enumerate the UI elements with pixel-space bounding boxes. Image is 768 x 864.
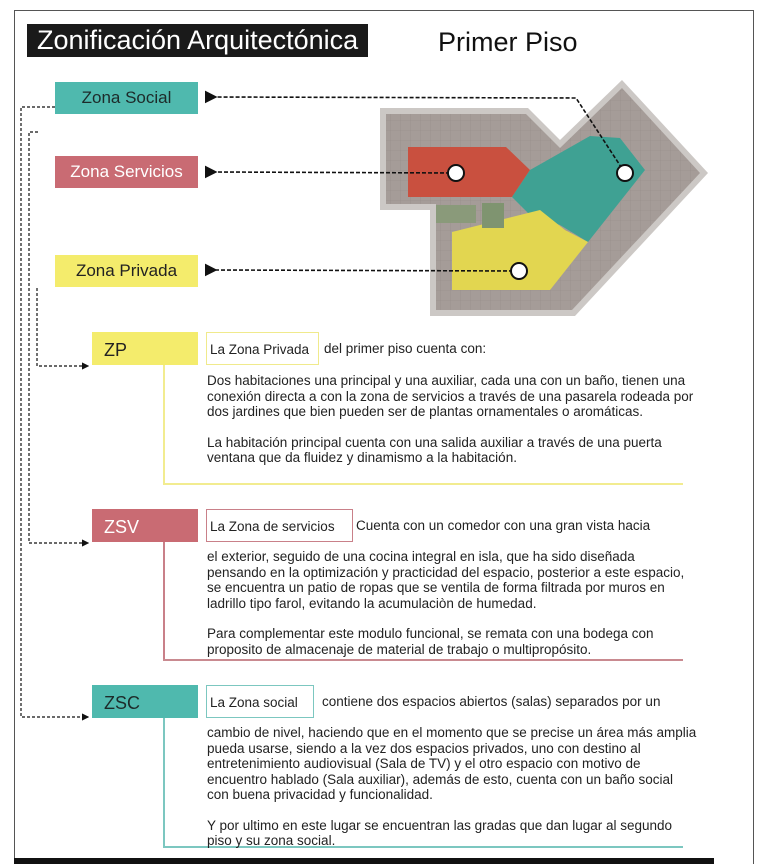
- garden-1: [436, 205, 476, 223]
- zp-paragraph-1: Dos habitaciones una principal y una auxiliar, cada una con un baño, tienen una conexión directa a con la zona de servicios a través de una pasarela rodeada por dos jardines que bien pueden ser de plantas ornamentales o aromáticas.: [207, 373, 694, 419]
- connector-social: [21, 107, 88, 717]
- zona-privada-label: Zona Privada: [55, 255, 198, 287]
- bottom-bar: [14, 858, 714, 864]
- zsv-vline: [163, 542, 165, 660]
- connector-servicios: [29, 132, 88, 543]
- zp-code: ZP: [92, 332, 198, 365]
- floorplan: [380, 80, 708, 316]
- connector-privada: [37, 288, 88, 366]
- arrow-privada: [216, 270, 519, 271]
- zone-servicios-area: [408, 147, 530, 197]
- zsv-paragraph-1: el exterior, seguido de una cocina integral en isla, que ha sido diseñada pensando en la optimización y practicidad del espacio, posterior a este espacio, se encuentra un patio de ropas que se ventila de forma filtrada por muros en ladrillo tipo farol, evitando la acumulaciòn de humedad.: [207, 549, 685, 611]
- zp-title: La Zona Privada: [206, 332, 319, 365]
- zsc-title: La Zona social: [206, 685, 314, 718]
- privada-marker: [511, 263, 527, 279]
- zsc-paragraph-2: Y por ultimo en este lugar se encuentran las gradas que dan lugar al segundo piso y su zona social.: [207, 817, 673, 848]
- zsc-vline: [163, 718, 165, 848]
- zp-intro: del primer piso cuenta con:: [324, 341, 487, 356]
- zona-servicios-label: Zona Servicios: [55, 156, 198, 188]
- page-subtitle: Primer Piso: [438, 27, 578, 57]
- zsv-body: [207, 549, 697, 672]
- zp-body: [207, 373, 697, 481]
- zsc-paragraph-1: cambio de nivel, haciendo que en el momento que se precise un área más amplia pueda usarse, siendo a la vez dos espacios privados, uno con destino al entretenimiento audiovisual (Sala de TV) y el otro espacio con motivo de encuentro hablado (Sala auxiliar), además de esto, cuenta con un baño social con buena privacidad y funcionalidad.: [207, 725, 697, 802]
- servicios-marker: [448, 165, 464, 181]
- zsv-paragraph-2: Para complementar este modulo funcional, se remata con una bodega con proposito de almacenaje de material de trabajo o multipropósito.: [207, 626, 654, 657]
- zsc-intro: contiene dos espacios abiertos (salas) separados por un: [322, 694, 661, 709]
- garden-2: [482, 203, 504, 228]
- zsv-intro: Cuenta con un comedor con una gran vista hacia: [356, 518, 651, 533]
- page-title: Zonificación Arquitectónica: [27, 24, 368, 57]
- zsv-code: ZSV: [92, 509, 198, 542]
- zp-vline: [163, 365, 165, 485]
- zona-social-label: Zona Social: [55, 82, 198, 114]
- arrow-servicios: [216, 172, 456, 173]
- zsv-title: La Zona de servicios: [206, 509, 353, 542]
- zp-hline: [163, 483, 683, 485]
- zp-paragraph-2: La habitación principal cuenta con una salida auxiliar a través de una puerta ventana que da fluidez y dinamismo a la habitación.: [207, 434, 662, 465]
- zsc-code: ZSC: [92, 685, 198, 718]
- left-connectors: [21, 107, 88, 717]
- social-marker: [617, 165, 633, 181]
- zsc-body: [207, 725, 697, 864]
